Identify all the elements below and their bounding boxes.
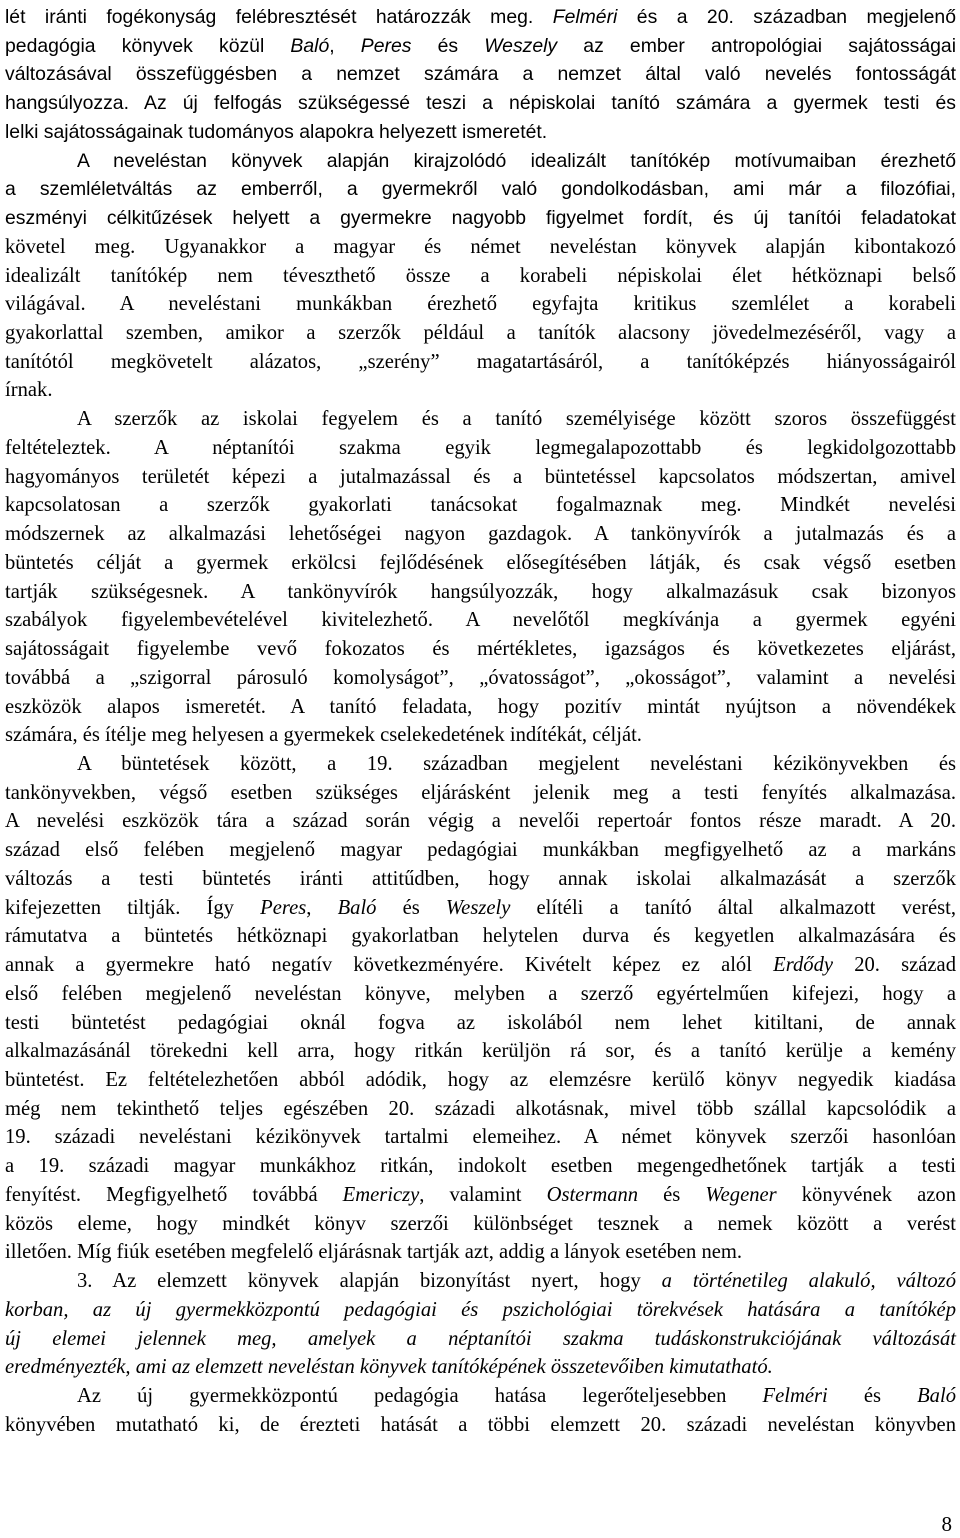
italic-text: Baló (337, 896, 377, 919)
text-line (5, 89, 956, 117)
text-run: , valamint (419, 1183, 547, 1206)
text-run: és (827, 1385, 918, 1408)
text-run: hagyományos területét képezi a jutalmazással és a büntetéssel kapcsolatos módszertan, amivel (5, 465, 956, 488)
text-line (5, 60, 956, 88)
text-run: testi büntetést pedagógiai oknál fogva az iskolából nem lehet kitiltani, de annak (5, 1011, 956, 1034)
text-run: számára, és ítélje meg helyesen a gyermekek cselekedetének indítékát, célját. (5, 724, 642, 747)
italic-text: Emericzy (342, 1183, 420, 1206)
italic-text: Felméri (552, 6, 618, 28)
text-line (5, 664, 956, 692)
text-run: A neveléstan könyvek alapján kirajzolódó idealizált tanítókép motívumaiban érezhető (77, 149, 956, 172)
text-run: A büntetések között, a 19. században megjelent neveléstani kézikönyvekben és (77, 752, 956, 775)
text-run: büntetést. Ez feltételezhetően abból adódik, hogy az elemzésre kerülő könyv negyedik kiadása (5, 1069, 956, 1091)
text-run: hangsúlyozza. Az új felfogás szükségessé teszi a népiskolai tanító számára a gyermek testi és (5, 92, 956, 115)
italic-text: korban, az új gyermekközpontú pedagógiai és pszichológiai törekvések hatására a tanítókép (5, 1298, 956, 1321)
text-line (77, 405, 956, 433)
text-line (5, 635, 956, 663)
text-line (5, 175, 956, 203)
text-line (5, 520, 956, 548)
text-line (5, 204, 956, 232)
text-run: rámutatva a büntetés hétköznapi gyakorlatban helytelen durva és kegyetlen alkalmazására és (5, 925, 956, 948)
text-run: 19. századi neveléstani kézikönyvek tartalmi elemeihez. A német könyvek szerzői hasonlóan (5, 1126, 956, 1149)
text-line (5, 693, 956, 721)
text-run: írnak. (5, 379, 53, 402)
text-run: továbbá a „szigorral párosuló komolyságot”, „óvatosságot”, „okosságot”, valamint a nevelési (5, 666, 956, 689)
text-line (5, 606, 956, 634)
text-line (77, 147, 956, 175)
text-line (5, 1181, 956, 1209)
italic-text: eredményezték, ami az elemzett neveléstan könyvek tanítóképének összetevőiben kimutatható. (5, 1356, 773, 1379)
text-line (5, 1325, 956, 1353)
text-run: elítéli a tanító által alkalmazott verést, (510, 896, 956, 919)
text-line (5, 118, 956, 146)
text-run: tankönyvekben, végső esetben szükséges eljárásként jelenik meg a testi fenyítés alkalmazása. (5, 781, 956, 804)
italic-text: új elemei jelennek meg, amelyek a néptanítói szakma tudáskonstrukciójának változását (5, 1327, 956, 1350)
text-line (5, 434, 956, 462)
text-run: , (329, 34, 361, 57)
text-line (5, 348, 956, 376)
text-line (5, 807, 956, 835)
text-run: első felében megjelenő neveléstan könyve, melyben a szerző egyértelműen kifejezi, hogy a (5, 982, 956, 1005)
text-run: pedagógia könyvek közül (5, 34, 291, 57)
text-line (5, 951, 956, 979)
text-line (5, 1296, 956, 1324)
text-run: változásával összefüggésben a nemzet számára a nemzet által való nevelés fontosságát (5, 63, 956, 86)
text-line (5, 262, 956, 290)
text-line (5, 32, 956, 60)
text-run: tanítótól megkövetelt alázatos, „szerény” magatartásáról, a tanítóképzés hiányosságairól (5, 350, 956, 373)
text-line (77, 1267, 956, 1295)
text-line (5, 721, 956, 749)
text-line (77, 1382, 956, 1410)
text-line (5, 290, 956, 318)
text-line (5, 1009, 956, 1037)
text-line (5, 319, 956, 347)
text-run: eszközök alapos ismeretét. A tanító feladata, hogy pozitív mintát nyújtson a növendékek (5, 695, 956, 718)
text-run: világával. A neveléstani munkákban érezhető egyfajta kritikus szemlélet a korabeli (5, 293, 956, 316)
text-run: gyakorlattal szemben, amikor a szerzők például a tanítók alacsony jövedelmezéséről, vagy a (5, 322, 956, 345)
text-run: közös eleme, hogy mindkét könyv szerzői különbséget tesznek a nemek között a verést (5, 1212, 956, 1235)
text-line (5, 865, 956, 893)
text-line (77, 750, 956, 778)
text-run: követel meg. Ugyanakkor a magyar és német neveléstan könyvek alapján kibontakozó (5, 235, 956, 258)
italic-text: Peres (260, 896, 307, 919)
italic-text: Wegener (705, 1183, 777, 1206)
text-line (5, 836, 956, 864)
text-line (5, 549, 956, 577)
text-run: változás a testi büntetés iránti attitűdben, hogy annak iskolai alkalmazását a szerzők (5, 867, 956, 890)
text-run: alkalmazásánál törekedni kell arra, hogy ritkán kerüljön rá sor, és a tanító kerülje a kemény (5, 1040, 956, 1063)
text-run: 20. század (833, 954, 956, 977)
text-run: tartják szükségesnek. A tankönyvírók hangsúlyozzák, hogy alkalmazásuk csak bizonyos (5, 580, 956, 603)
italic-text: Felméri (762, 1385, 828, 1408)
italic-text: Peres (360, 34, 412, 57)
text-run: 3. Az elemzett könyvek alapján bizonyítást nyert, hogy (77, 1270, 662, 1293)
text-run: és a 20. században megjelenő (617, 6, 956, 28)
text-line (5, 1210, 956, 1238)
text-line (5, 894, 956, 922)
text-run: , (306, 896, 338, 919)
text-run: sajátosságait figyelembe vevő fokozatos és mértékletes, igazságos és következetes eljárást, (5, 638, 956, 661)
text-line (5, 1238, 956, 1266)
text-run: könyvének azon (776, 1183, 957, 1206)
text-run: és (638, 1183, 706, 1206)
text-run: az ember antropológiai sajátosságai (557, 34, 956, 57)
text-run: annak a gyermekre ható negatív következményére. Kivételt képez ez alól (5, 954, 774, 977)
text-run: és (411, 34, 485, 57)
page-number: 8 (941, 1512, 952, 1536)
italic-text: a történetileg alakuló, változó (661, 1270, 956, 1293)
text-run: Az új gyermekközpontú pedagógia hatása legerőteljesebben (77, 1385, 763, 1408)
text-line (5, 1411, 956, 1439)
text-line (5, 1353, 956, 1381)
text-run: szabályok figyelembevételével kivitelezhető. A nevelőtől megkívánja a gyermek egyéni (5, 609, 956, 632)
text-run: könyvében mutatható ki, de érezteti hatását a többi elemzett 20. századi neveléstan könyvben (5, 1413, 956, 1436)
text-line (5, 980, 956, 1008)
text-run: eszményi célkitűzések helyett a gyermekre nagyobb figyelmet fordít, és új tanítói feladatokat (5, 207, 956, 230)
italic-text: Baló (917, 1385, 956, 1408)
text-line (5, 3, 956, 31)
italic-text: Weszely (445, 896, 511, 919)
text-run: kifejezetten tiltják. Így (5, 896, 261, 919)
text-line (5, 463, 956, 491)
text-line (5, 1066, 956, 1094)
italic-text: Ostermann (546, 1183, 639, 1206)
text-run: A szerzők az iskolai fegyelem és a tanító személyisége között szoros összefüggést (77, 408, 956, 431)
text-run: büntetés célját a gyermek erkölcsi fejlődésének elősegítésében látják, és csak végső esetben (5, 551, 956, 574)
text-run: illetően. Míg fiúk esetében megfelelő eljárásnak tartják azt, addig a lányok esetében nem. (5, 1241, 743, 1264)
text-run: lelki sajátosságainak tudományos alapokra helyezett ismeretét. (5, 120, 548, 143)
text-run: feltételeztek. A néptanítói szakma egyik legmegalapozottabb és legkidolgozottabb (5, 436, 956, 459)
text-run: a 19. századi magyar munkákhoz ritkán, indokolt esetben megengedhetőnek tartják a testi (5, 1155, 956, 1178)
italic-text: Weszely (484, 34, 558, 57)
text-run: idealizált tanítókép nem téveszthető össze a korabeli népiskolai élet hétköznapi belső (5, 264, 956, 287)
italic-text: Baló (290, 34, 330, 57)
text-run: A nevelési eszközök tára a század során végig a nevelői repertoár fontos része maradt. A 20. (5, 810, 956, 833)
text-line (5, 376, 956, 404)
text-run: század első felében megjelenő magyar pedagógiai munkákban megfigyelhető az a markáns (5, 839, 956, 862)
text-line (5, 233, 956, 261)
text-line (5, 578, 956, 606)
text-line (5, 1037, 956, 1065)
text-run: a szemléletváltás az emberről, a gyermekről való gondolkodásban, ami már a filozófiai, (5, 178, 956, 201)
text-run: kapcsolatosan a szerzők gyakorlati tanácsokat fogalmaznak meg. Mindkét nevelési (5, 494, 956, 517)
text-line (5, 491, 956, 519)
text-run: módszernek az alkalmazási lehetőségei nagyon gazdagok. A tankönyvírók a jutalmazás és a (5, 523, 956, 546)
text-line (5, 922, 956, 950)
text-run: fenyítést. Megfigyelhető továbbá (5, 1183, 343, 1206)
text-run: lét iránti fogékonyság felébresztését határozzák meg. (5, 6, 553, 28)
text-run: és (376, 896, 446, 919)
text-line (5, 1152, 956, 1180)
italic-text: Erdődy (773, 954, 834, 977)
text-line (5, 1095, 956, 1123)
text-line (5, 779, 956, 807)
text-line (5, 1123, 956, 1151)
text-run: még nem tekinthető teljes egészében 20. századi alkotásnak, mivel több szállal kapcsolódik a (5, 1097, 956, 1120)
